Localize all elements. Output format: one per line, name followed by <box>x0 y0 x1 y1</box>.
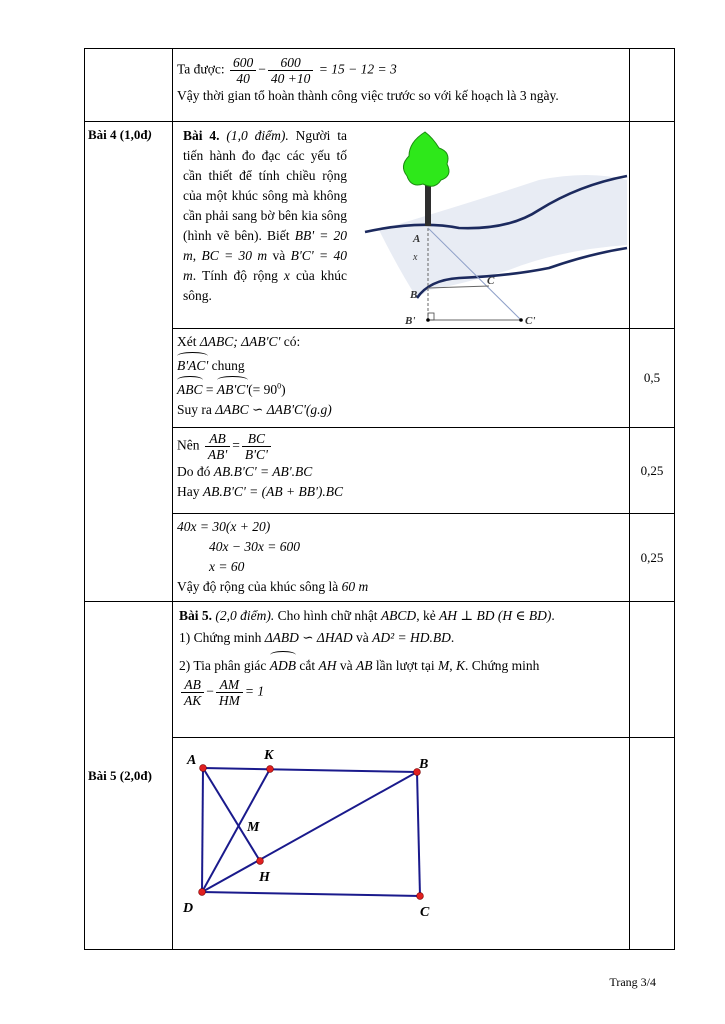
row-step1 <box>85 329 675 428</box>
math: ABCD <box>380 608 417 623</box>
fraction <box>181 677 204 708</box>
points: (2,0 điểm). <box>215 608 275 623</box>
score-cell-empty <box>630 122 675 329</box>
row-step2 <box>85 428 675 514</box>
math: AH <box>318 658 337 673</box>
text: Do đó <box>177 464 211 479</box>
problem-title: Bài 5. <box>179 608 213 623</box>
label-c-prime: C' <box>525 315 536 326</box>
text: (= 90 <box>248 382 278 397</box>
row-bai3-tail <box>85 49 675 122</box>
equation: 40x − 30x = 600 <box>209 539 300 554</box>
math: AH ⊥ BD (H ∈ BD) <box>439 608 552 623</box>
label-b: B <box>410 289 418 301</box>
score-cell: 0,25 <box>630 514 675 602</box>
content-cell <box>173 428 630 514</box>
label-m: M <box>247 820 260 835</box>
angle: ADB <box>270 651 296 677</box>
label-k: K <box>264 748 274 763</box>
equation: = 15 − 12 = 3 <box>318 61 397 77</box>
label-c: C <box>487 275 495 287</box>
content-cell <box>173 49 630 122</box>
page-number: Trang 3/4 <box>609 975 656 989</box>
measure-bc: BC = 30 m <box>201 248 268 263</box>
variable-x: x <box>283 268 290 283</box>
angle: ABC <box>177 376 203 400</box>
label-paren: ) <box>147 127 152 142</box>
problem-cell <box>173 122 630 329</box>
score-cell: 0,25 <box>630 428 675 514</box>
text: . Chứng minh <box>464 658 540 673</box>
row-bai4-problem <box>85 122 675 329</box>
segment-bc <box>417 772 420 896</box>
math: AB <box>356 658 373 673</box>
text: và <box>272 248 286 263</box>
problem-label: Bài 4 (1,0đ <box>88 127 148 142</box>
label-cell-bai5 <box>85 602 173 950</box>
text: 1) Chứng minh <box>179 630 262 645</box>
numerator: AB <box>205 431 230 447</box>
text: lần lượt tại <box>375 658 435 673</box>
label-a: A <box>413 233 421 245</box>
numerator: 600 <box>268 55 314 71</box>
score-cell-empty <box>630 738 675 950</box>
rectangle-figure <box>177 744 447 944</box>
math: ΔABD ∽ ΔHAD <box>264 630 353 645</box>
denominator: B'C' <box>244 447 268 462</box>
text: Hay <box>177 484 200 499</box>
denominator: 40 <box>236 71 250 86</box>
text: Nên <box>177 437 200 453</box>
segment-ab <box>203 768 417 772</box>
point <box>426 318 430 322</box>
point-c <box>417 893 424 900</box>
numerator: 600 <box>230 55 256 71</box>
math: M <box>437 658 450 673</box>
numerator: AM <box>216 677 243 693</box>
text: Vậy độ rộng của khúc sông là <box>177 579 339 594</box>
equation: x = 60 <box>209 559 245 574</box>
label-a: A <box>187 753 197 768</box>
fraction <box>268 55 314 86</box>
label-b-prime: B' <box>405 315 416 326</box>
math: 60 m <box>341 579 369 594</box>
math: AD² = HD.BD <box>372 630 451 645</box>
label-cell-empty <box>85 49 173 122</box>
text: Suy ra <box>177 402 212 417</box>
problem-label: Bài 5 (2,0đ) <box>88 767 152 783</box>
content-cell <box>173 329 630 428</box>
text: Xét <box>177 334 197 349</box>
text: và <box>355 630 369 645</box>
label-b: B <box>419 757 429 772</box>
point-h <box>257 858 264 865</box>
fraction <box>205 431 230 462</box>
score-cell-empty <box>630 602 675 738</box>
angle: AB'C' <box>217 376 248 400</box>
degree: 0 <box>277 381 282 391</box>
river-figure <box>359 130 629 326</box>
text: Cho hình chữ nhật <box>277 608 378 623</box>
text: có: <box>283 334 301 349</box>
math: ΔABC ∽ ΔAB'C'(g.g) <box>215 402 332 417</box>
point-d <box>199 889 206 896</box>
text: Ta được: <box>177 61 225 77</box>
math: AB.B'C' = AB'.BC <box>213 464 313 479</box>
text: . <box>551 608 555 623</box>
denominator: AB' <box>207 447 228 462</box>
problem-text: Bài 4. (1,0 điểm). Người ta tiến hành đo đạc các yếu tố cần thiết để tính chiều rộng của một khúc sông mà không cần phải sang bờ bên kia sông (hình vẽ bên). Biết BB' = 20 m, BC = 30 m và B'C' = 40 m. Tính độ rộng x của khúc sông. <box>183 128 348 303</box>
fraction <box>230 55 256 86</box>
text: ) <box>281 382 286 397</box>
measure-bc-prime: B'C' = 40 m <box>183 248 347 283</box>
text: chung <box>211 358 245 373</box>
tree-icon <box>403 132 449 186</box>
math: K <box>455 658 465 673</box>
numerator: BC <box>242 431 271 447</box>
label-c: C <box>420 905 430 920</box>
fraction <box>216 677 243 708</box>
operator: = <box>232 437 240 453</box>
measure-bb: BB' = 20 m <box>183 228 347 263</box>
row-bai5-figure <box>85 738 675 950</box>
label-x: x <box>413 252 418 263</box>
label-d: D <box>183 901 194 916</box>
text: , kẻ <box>416 608 436 623</box>
angle: B'AC' <box>177 352 208 376</box>
point <box>519 318 523 322</box>
segment-ah <box>203 768 260 861</box>
label-h: H <box>259 870 270 885</box>
denominator: HM <box>218 693 240 708</box>
operator: = <box>205 382 214 397</box>
answer-table <box>84 48 675 950</box>
text: cắt <box>299 658 316 673</box>
equation: = 1 <box>244 683 265 699</box>
row-bai5-problem <box>85 602 675 738</box>
content-cell <box>173 514 630 602</box>
operator: − <box>258 61 266 77</box>
numerator: AB <box>181 677 204 693</box>
score-cell-empty <box>630 49 675 122</box>
fraction <box>242 431 271 462</box>
problem-cell: Bài 5. (2,0 điểm). Cho hình chữ nhật ABCD, kẻ AH ⊥ BD (H ∈ BD). 1) Chứng minh ΔABD ∽ ΔHAD và AD² = HD.BD. 2) Tia phân giác ADB cắt AH và AB lần lượt tại M, K. Chứng minh $\frac{AB}{AK}$ − $\frac{AM}{HM}$ = 1 <box>173 602 630 738</box>
label-cell-bai4 <box>85 122 173 602</box>
score-cell: 0,5 <box>630 329 675 428</box>
point-a <box>200 765 207 772</box>
text: Người ta tiến hành đo đạc các yếu tố cần thiết để tính chiều rộng của một khúc sông mà không cần phải sang bờ bên kia sông (hình vẽ bên). Biết <box>183 128 348 243</box>
conclusion-text: Vậy thời gian tổ hoàn thành công việc trước so với kế hoạch là 3 ngày. <box>177 88 559 103</box>
figure-cell <box>173 738 630 950</box>
text: của khúc sông. <box>183 268 348 303</box>
denominator: AK <box>184 693 202 708</box>
math: AB.B'C' = (AB + BB').BC <box>202 484 343 499</box>
text: . Tính độ rộng <box>192 268 278 283</box>
operator: − <box>206 683 214 699</box>
denominator: 40 +10 <box>270 71 311 86</box>
row-step3 <box>85 514 675 602</box>
text: . <box>450 630 455 645</box>
segment-da <box>202 768 203 892</box>
text: 2) Tia phân giác <box>179 658 267 673</box>
points: (1,0 điểm). <box>226 128 289 143</box>
problem-title: Bài 4. <box>183 128 220 143</box>
text: và <box>339 658 353 673</box>
segment-cd <box>202 892 420 896</box>
equation: 40x = 30(x + 20) <box>177 519 271 534</box>
math: ΔABC; ΔAB'C' <box>199 334 281 349</box>
point-k <box>267 766 274 773</box>
